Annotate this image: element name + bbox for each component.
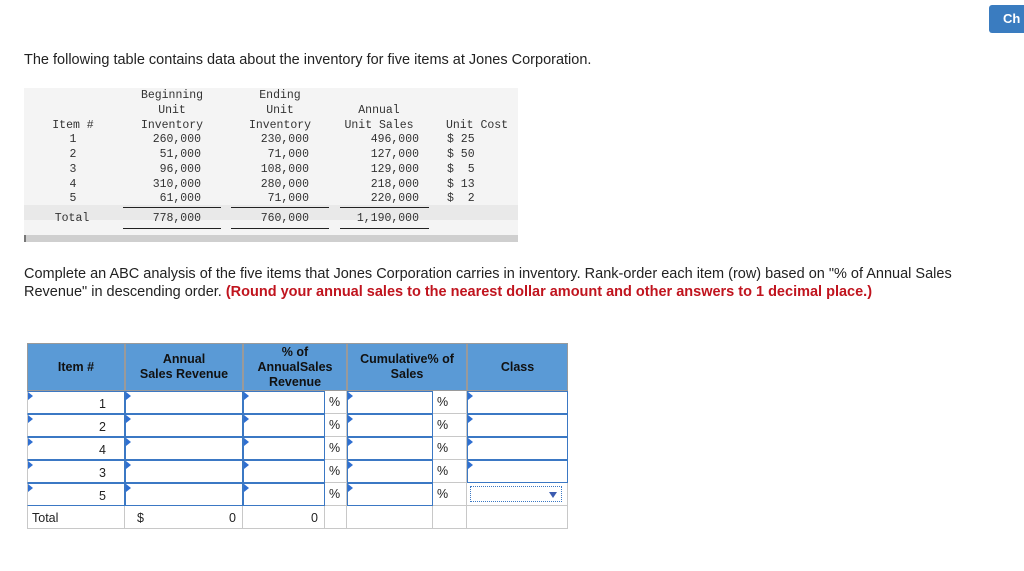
item-input[interactable]: 2 — [27, 414, 125, 437]
inv-total-ending: 760,000 — [260, 212, 309, 225]
inv-total-sales: 1,190,000 — [356, 212, 419, 225]
total-label-cell: Total — [27, 506, 125, 529]
inv-sales: 220,000 — [370, 192, 419, 205]
total-row — [27, 506, 568, 529]
header-sales-1: Annual — [358, 104, 400, 117]
inv-beginning: 310,000 — [152, 178, 201, 191]
header-beginning-3: Inventory — [140, 119, 204, 132]
pct-annual-sales-input[interactable] — [243, 460, 325, 483]
inv-cost: $ 2 — [447, 192, 475, 205]
pct-symbol-cell: % — [433, 414, 467, 437]
inv-sales: 218,000 — [370, 178, 419, 191]
instructions-text: Complete an ABC analysis of the five items that Jones Corporation carries in inventory. Rank-order each item (row) based on "% of Annual Sales Revenue" in descending order. — [24, 266, 952, 300]
annual-sales-revenue-input[interactable] — [125, 460, 243, 483]
check-button[interactable]: Ch — [989, 5, 1024, 33]
inv-beginning: 96,000 — [159, 163, 201, 176]
header-pct-annual-sales: % of AnnualSales Revenue — [243, 343, 347, 391]
pct-annual-sales-input[interactable] — [243, 483, 325, 506]
instructions — [24, 266, 964, 301]
annual-sales-revenue-input[interactable] — [125, 483, 243, 506]
table-row — [27, 391, 568, 414]
inv-sales: 129,000 — [370, 163, 419, 176]
pct-symbol-cell: % — [433, 460, 467, 483]
inv-cost: $ 50 — [447, 148, 475, 161]
underline — [340, 228, 429, 229]
table-row — [27, 414, 568, 437]
class-input[interactable] — [467, 414, 568, 437]
table-row — [27, 460, 568, 483]
pct-symbol-cell: % — [325, 414, 347, 437]
header-class: Class — [467, 343, 568, 391]
inv-item: 3 — [69, 163, 77, 176]
inv-item: 1 — [69, 133, 77, 146]
pct-symbol-cell: % — [325, 391, 347, 414]
cumulative-pct-input[interactable] — [347, 460, 433, 483]
class-dropdown[interactable] — [470, 486, 562, 502]
annual-sales-revenue-input[interactable] — [125, 391, 243, 414]
header-annual-sales-revenue: Annual Sales Revenue — [125, 343, 243, 391]
pct-symbol-cell: % — [325, 460, 347, 483]
inv-cost: $ 5 — [447, 163, 475, 176]
header-unit-cost: Unit Cost — [445, 119, 509, 132]
total-empty-cell — [347, 506, 433, 529]
class-input[interactable] — [467, 460, 568, 483]
item-input[interactable]: 5 — [27, 483, 125, 506]
pct-annual-sales-input[interactable] — [243, 391, 325, 414]
inv-item: 5 — [69, 192, 77, 205]
class-input[interactable] — [467, 391, 568, 414]
total-empty-cell — [433, 506, 467, 529]
inv-ending: 71,000 — [267, 148, 309, 161]
class-select[interactable] — [467, 483, 568, 506]
inv-beginning: 260,000 — [152, 133, 201, 146]
inv-beginning: 61,000 — [159, 192, 201, 205]
annual-sales-revenue-input[interactable] — [125, 414, 243, 437]
pct-annual-sales-input[interactable] — [243, 414, 325, 437]
inv-cost: $ 25 — [447, 133, 475, 146]
pct-annual-sales-input[interactable] — [243, 437, 325, 460]
total-empty-cell — [325, 506, 347, 529]
pct-symbol-cell: % — [433, 483, 467, 506]
header-beginning-2: Unit — [158, 104, 186, 117]
inv-sales: 496,000 — [370, 133, 419, 146]
inv-total-beginning: 778,000 — [152, 212, 201, 225]
annual-sales-revenue-input[interactable] — [125, 437, 243, 460]
intro-text: The following table contains data about the inventory for five items at Jones Corporation. — [24, 52, 592, 68]
inv-ending: 280,000 — [260, 178, 309, 191]
horizontal-scrollbar[interactable] — [24, 235, 518, 242]
inv-cost: $ 13 — [447, 178, 475, 191]
underline — [123, 207, 221, 208]
pct-symbol-cell: % — [325, 437, 347, 460]
total-pct-cell: 0 — [243, 506, 325, 529]
total-empty-cell — [467, 506, 568, 529]
item-input[interactable]: 4 — [27, 437, 125, 460]
class-input[interactable] — [467, 437, 568, 460]
underline — [123, 228, 221, 229]
inv-sales: 127,000 — [370, 148, 419, 161]
header-item: Item # — [27, 343, 125, 391]
header-ending-3: Inventory — [248, 119, 312, 132]
underline — [231, 207, 329, 208]
inventory-table — [24, 88, 518, 237]
header-cumulative-pct: Cumulative% of Sales — [347, 343, 467, 391]
pct-symbol-cell: % — [325, 483, 347, 506]
inv-ending: 108,000 — [260, 163, 309, 176]
item-input[interactable]: 3 — [27, 460, 125, 483]
inv-ending: 230,000 — [260, 133, 309, 146]
inv-total-label: Total — [54, 212, 90, 225]
header-item: Item # — [52, 119, 94, 132]
cumulative-pct-input[interactable] — [347, 483, 433, 506]
total-revenue-cell: $ 0 — [125, 506, 243, 529]
cumulative-pct-input[interactable] — [347, 391, 433, 414]
underline — [340, 207, 429, 208]
inv-beginning: 51,000 — [159, 148, 201, 161]
pct-symbol-cell: % — [433, 391, 467, 414]
item-input[interactable]: 1 — [27, 391, 125, 414]
chevron-down-icon — [549, 492, 557, 498]
cumulative-pct-input[interactable] — [347, 437, 433, 460]
inv-item: 2 — [69, 148, 77, 161]
pct-symbol-cell: % — [433, 437, 467, 460]
table-row — [27, 437, 568, 460]
instructions-emphasis: (Round your annual sales to the nearest dollar amount and other answers to 1 decimal place.) — [225, 283, 873, 300]
header-ending-1: Ending — [259, 89, 301, 102]
table-row — [27, 483, 568, 506]
header-ending-2: Unit — [266, 104, 294, 117]
abc-table — [27, 343, 568, 529]
inv-ending: 71,000 — [267, 192, 309, 205]
underline — [231, 228, 329, 229]
inv-item: 4 — [69, 178, 77, 191]
cumulative-pct-input[interactable] — [347, 414, 433, 437]
header-beginning-1: Beginning — [140, 89, 204, 102]
header-sales-2: Unit Sales — [344, 119, 414, 132]
